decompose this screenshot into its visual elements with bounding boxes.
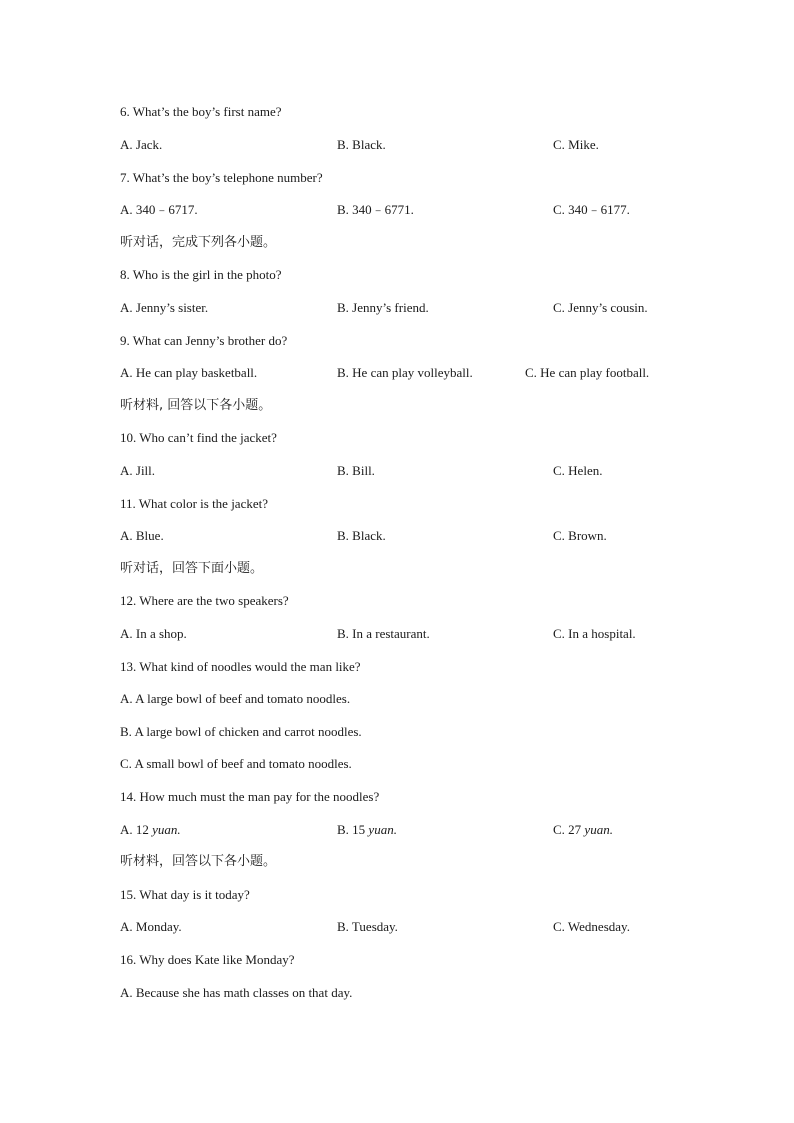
option-text: A. 12 <box>120 822 149 837</box>
section-instruction: 听对话，完成下列各小题。 <box>120 235 277 250</box>
options-11 <box>120 528 680 544</box>
option-a: A. Jill. <box>120 463 156 478</box>
option-c: C. 340﹣6177. <box>553 202 630 217</box>
options-15 <box>120 919 680 935</box>
option-b: B. Bill. <box>337 463 375 478</box>
option-a: A. Because she has math classes on that day. <box>120 985 353 1000</box>
option-b: B. He can play volleyball. <box>337 365 473 380</box>
option-c: C. Helen. <box>553 463 603 478</box>
question-13: 13. What kind of noodles would the man like? <box>120 659 361 674</box>
question-11: 11. What color is the jacket? <box>120 496 269 511</box>
options-6 <box>120 137 680 153</box>
option-text: B. 15 <box>337 822 366 837</box>
option-c: C. Jenny’s cousin. <box>553 300 648 315</box>
question-9: 9. What can Jenny’s brother do? <box>120 333 288 348</box>
option-c: C. In a hospital. <box>553 626 636 641</box>
question-15: 15. What day is it today? <box>120 887 250 902</box>
option-a: A. Jenny’s sister. <box>120 300 209 315</box>
option-a: A. He can play basketball. <box>120 365 258 380</box>
question-16: 16. Why does Kate like Monday? <box>120 952 295 967</box>
option-a: A. 340﹣6717. <box>120 202 198 217</box>
option-b: B. 340﹣6771. <box>337 202 414 217</box>
currency-unit: yuan. <box>152 822 181 837</box>
option-c: C. A small bowl of beef and tomato noodles. <box>120 756 352 771</box>
options-10 <box>120 463 680 479</box>
option-c <box>553 822 613 838</box>
option-a: A. Blue. <box>120 528 164 543</box>
options-12 <box>120 626 680 642</box>
section-instruction: 听对话，回答下面小题。 <box>120 561 264 576</box>
option-b: B. Black. <box>337 528 386 543</box>
question-7: 7. What’s the boy’s telephone number? <box>120 170 323 185</box>
options-7 <box>120 202 680 218</box>
options-8 <box>120 300 680 316</box>
options-14 <box>120 822 680 838</box>
option-a: A. Monday. <box>120 919 182 934</box>
option-c: C. Wednesday. <box>553 919 630 934</box>
question-6: 6. What’s the boy’s first name? <box>120 104 282 119</box>
option-b: B. Tuesday. <box>337 919 398 934</box>
option-a: A. In a shop. <box>120 626 187 641</box>
option-b: B. In a restaurant. <box>337 626 430 641</box>
option-c: C. He can play football. <box>525 365 650 380</box>
section-instruction: 听材料, 回答以下各小题。 <box>120 398 272 413</box>
question-10: 10. Who can’t find the jacket? <box>120 430 277 445</box>
currency-unit: yuan. <box>368 822 397 837</box>
question-12: 12. Where are the two speakers? <box>120 593 289 608</box>
option-b <box>337 822 397 838</box>
option-a <box>120 822 181 838</box>
option-b: B. Jenny’s friend. <box>337 300 429 315</box>
option-c: C. Brown. <box>553 528 607 543</box>
option-b: B. A large bowl of chicken and carrot noodles. <box>120 724 362 739</box>
option-c: C. Mike. <box>553 137 599 152</box>
option-b: B. Black. <box>337 137 386 152</box>
question-14: 14. How much must the man pay for the noodles? <box>120 789 380 804</box>
option-a: A. A large bowl of beef and tomato noodles. <box>120 691 351 706</box>
options-9 <box>120 365 680 381</box>
section-instruction: 听材料，回答以下各小题。 <box>120 854 277 869</box>
option-text: C. 27 <box>553 822 582 837</box>
currency-unit: yuan. <box>584 822 613 837</box>
option-a: A. Jack. <box>120 137 163 152</box>
question-8: 8. Who is the girl in the photo? <box>120 267 282 282</box>
